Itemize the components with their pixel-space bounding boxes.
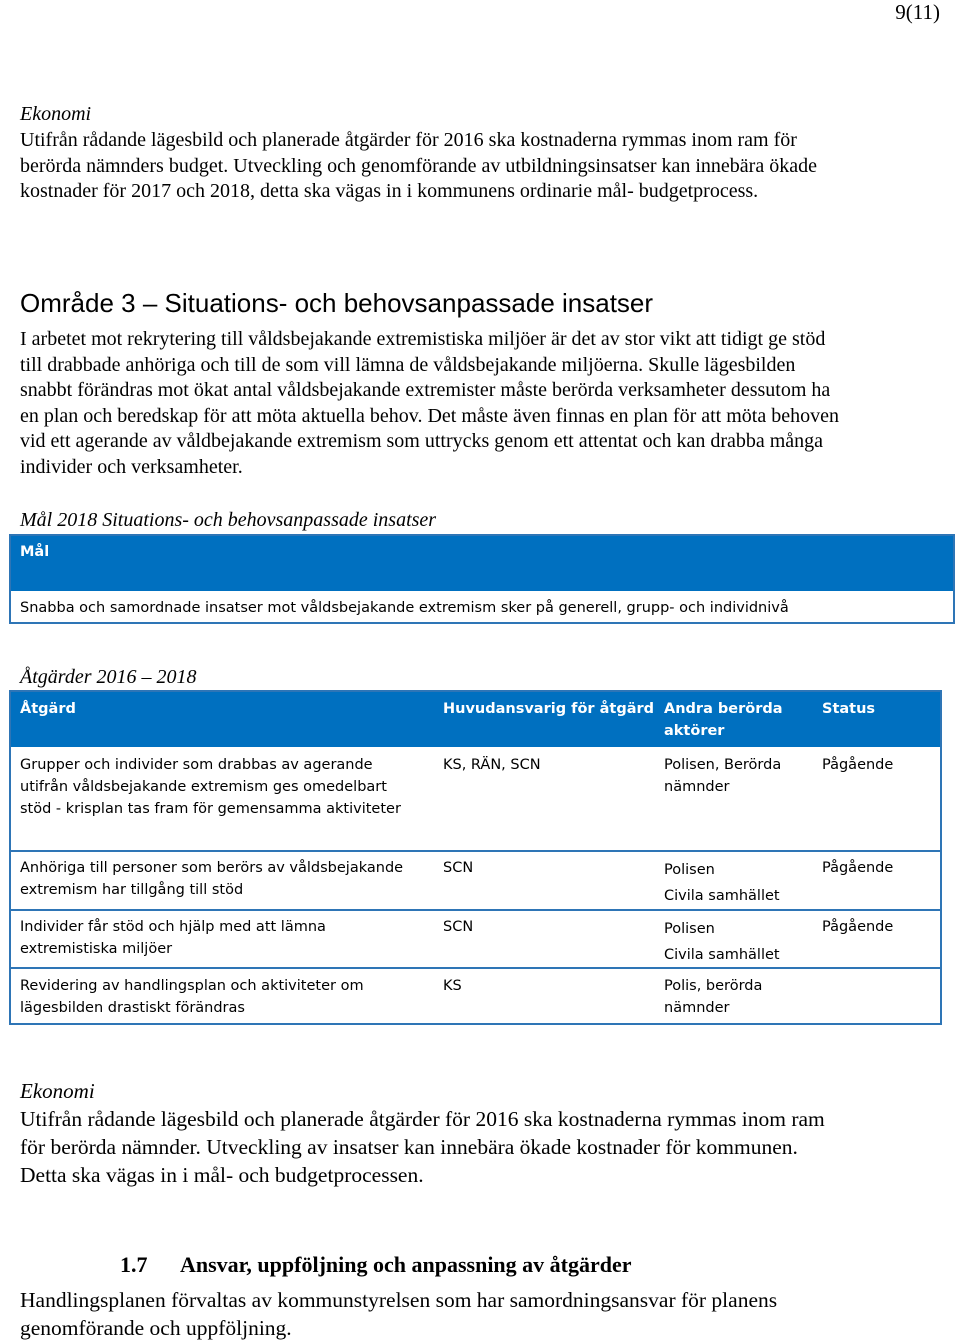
cell-line: Civila samhället (664, 888, 780, 904)
cell-line: utifrån våldsbejakande extremism ges omedelbart (20, 779, 387, 795)
cell-line: lägesbilden drastiskt förändras (20, 1000, 245, 1016)
cell-line: extremism har tillgång till stöd (20, 882, 244, 898)
cell-action (20, 754, 401, 820)
paragraph-line: kostnader för 2017 och 2018, detta ska vägas in i kommunens ordinarie mål- budgetprocess. (20, 180, 759, 202)
goal-heading: Mål 2018 Situations- och behovsanpassade insatser (20, 509, 437, 531)
cell-line: nämnder (664, 779, 730, 795)
paragraph-line: individer och verksamheter. (20, 455, 243, 478)
goal-header-label: Mål (20, 544, 50, 560)
cell-line: Polis, berörda (664, 978, 763, 994)
economy-2-paragraph (20, 1105, 955, 1189)
section-number: 1.7 (120, 1252, 148, 1277)
economy-heading: Ekonomi (20, 103, 92, 125)
paragraph-line: vid ett agerande av våldbejakande extremism som uttrycks genom ett attentat och kan drabba många (20, 430, 824, 452)
table-row (11, 754, 940, 849)
cell-line: Grupper och individer som drabbas av agerande (20, 757, 373, 773)
cell-line: stöd - krisplan tas fram för gemensamma aktiviteter (20, 801, 401, 817)
actions-heading: Åtgärder 2016 – 2018 (20, 666, 197, 688)
paragraph-line: berörda nämnders budget. Utveckling och genomförande av utbildningsinsatser kan innebära ökade (20, 154, 817, 177)
cell-line: Polisen (664, 862, 715, 878)
cell-line: Civila samhället (664, 947, 780, 963)
section-paragraph (20, 1286, 955, 1342)
header-others-line: Andra berörda (664, 701, 783, 717)
table-row (11, 916, 940, 966)
row-divider (11, 850, 940, 852)
page-number: 9(11) (895, 0, 940, 24)
economy-paragraph (20, 128, 950, 205)
cell-responsible: KS, RÄN, SCN (443, 757, 541, 773)
area-3-title: Område 3 – Situations- och behovsanpassade insatser (20, 288, 654, 318)
cell-line: Individer får stöd och hjälp med att lämna (20, 919, 326, 935)
goal-text: Snabba och samordnade insatser mot våldsbejakande extremism sker på generell, grupp- och individnivå (20, 600, 789, 616)
paragraph-line: snabbt förändras mot ökat antal våldsbejakande extremister måste berörda verksamheter dessutom ha (20, 379, 831, 401)
area-3-paragraph (20, 327, 955, 480)
cell-responsible: KS (443, 978, 462, 994)
cell-action (20, 975, 364, 1019)
table-row (11, 975, 940, 1023)
paragraph-line: för berörda nämnder. Utveckling av insatser kan innebära ökade kostnader för kommunen. (20, 1135, 798, 1159)
paragraph-line: I arbetet mot rekrytering till våldsbejakande extremistiska miljöer är det av stor vikt att tidigt ge stöd (20, 328, 826, 350)
cell-status: Pågående (822, 919, 894, 935)
economy-2-heading: Ekonomi (20, 1079, 95, 1103)
header-others (664, 698, 783, 742)
cell-others (664, 857, 780, 909)
header-action: Åtgärd (20, 701, 76, 717)
cell-others (664, 916, 780, 968)
cell-status: Pågående (822, 860, 894, 876)
cell-responsible: SCN (443, 860, 474, 876)
row-divider (11, 967, 940, 969)
row-divider (11, 909, 940, 911)
header-responsible: Huvudansvarig för åtgärd (443, 701, 655, 717)
cell-line: extremistiska miljöer (20, 941, 173, 957)
cell-line: Polisen, Berörda (664, 757, 782, 773)
actions-table (9, 690, 942, 1025)
paragraph-line: Utifrån rådande lägesbild och planerade åtgärder för 2016 ska kostnaderna rymmas inom ram för (20, 129, 797, 151)
cell-others (664, 754, 781, 798)
cell-status: Pågående (822, 757, 894, 773)
table-row (11, 857, 940, 907)
cell-line: Anhöriga till personer som berörs av våldsbejakande (20, 860, 404, 876)
section-title: Ansvar, uppföljning och anpassning av åtgärder (180, 1252, 632, 1277)
cell-line: Polisen (664, 921, 715, 937)
paragraph-line: Utifrån rådande lägesbild och planerade åtgärder för 2016 ska kostnaderna rymmas inom ram (20, 1107, 825, 1131)
header-others-line: aktörer (664, 723, 725, 739)
goal-table (9, 534, 955, 624)
paragraph-line: en plan och beredskap för att möta aktuella behov. Det måste även finnas en plan för att möta behoven (20, 404, 839, 427)
cell-action (20, 916, 326, 960)
cell-action (20, 857, 403, 901)
header-status: Status (822, 701, 876, 717)
cell-line: Revidering av handlingsplan och aktiviteter om (20, 978, 364, 994)
cell-line: nämnder (664, 1000, 730, 1016)
cell-others (664, 975, 762, 1019)
goal-table-header (11, 536, 953, 591)
paragraph-line: Detta ska vägas in i mål- och budgetprocessen. (20, 1163, 424, 1187)
actions-table-header (11, 692, 940, 747)
paragraph-line: Handlingsplanen förvaltas av kommunstyrelsen som har samordningsansvar för planens (20, 1288, 778, 1312)
cell-responsible: SCN (443, 919, 474, 935)
paragraph-line: till drabbade anhöriga och till de som vill lämna de våldsbejakande miljöerna. Skulle lägesbilden (20, 353, 796, 376)
paragraph-line: genomförande och uppföljning. (20, 1316, 292, 1340)
